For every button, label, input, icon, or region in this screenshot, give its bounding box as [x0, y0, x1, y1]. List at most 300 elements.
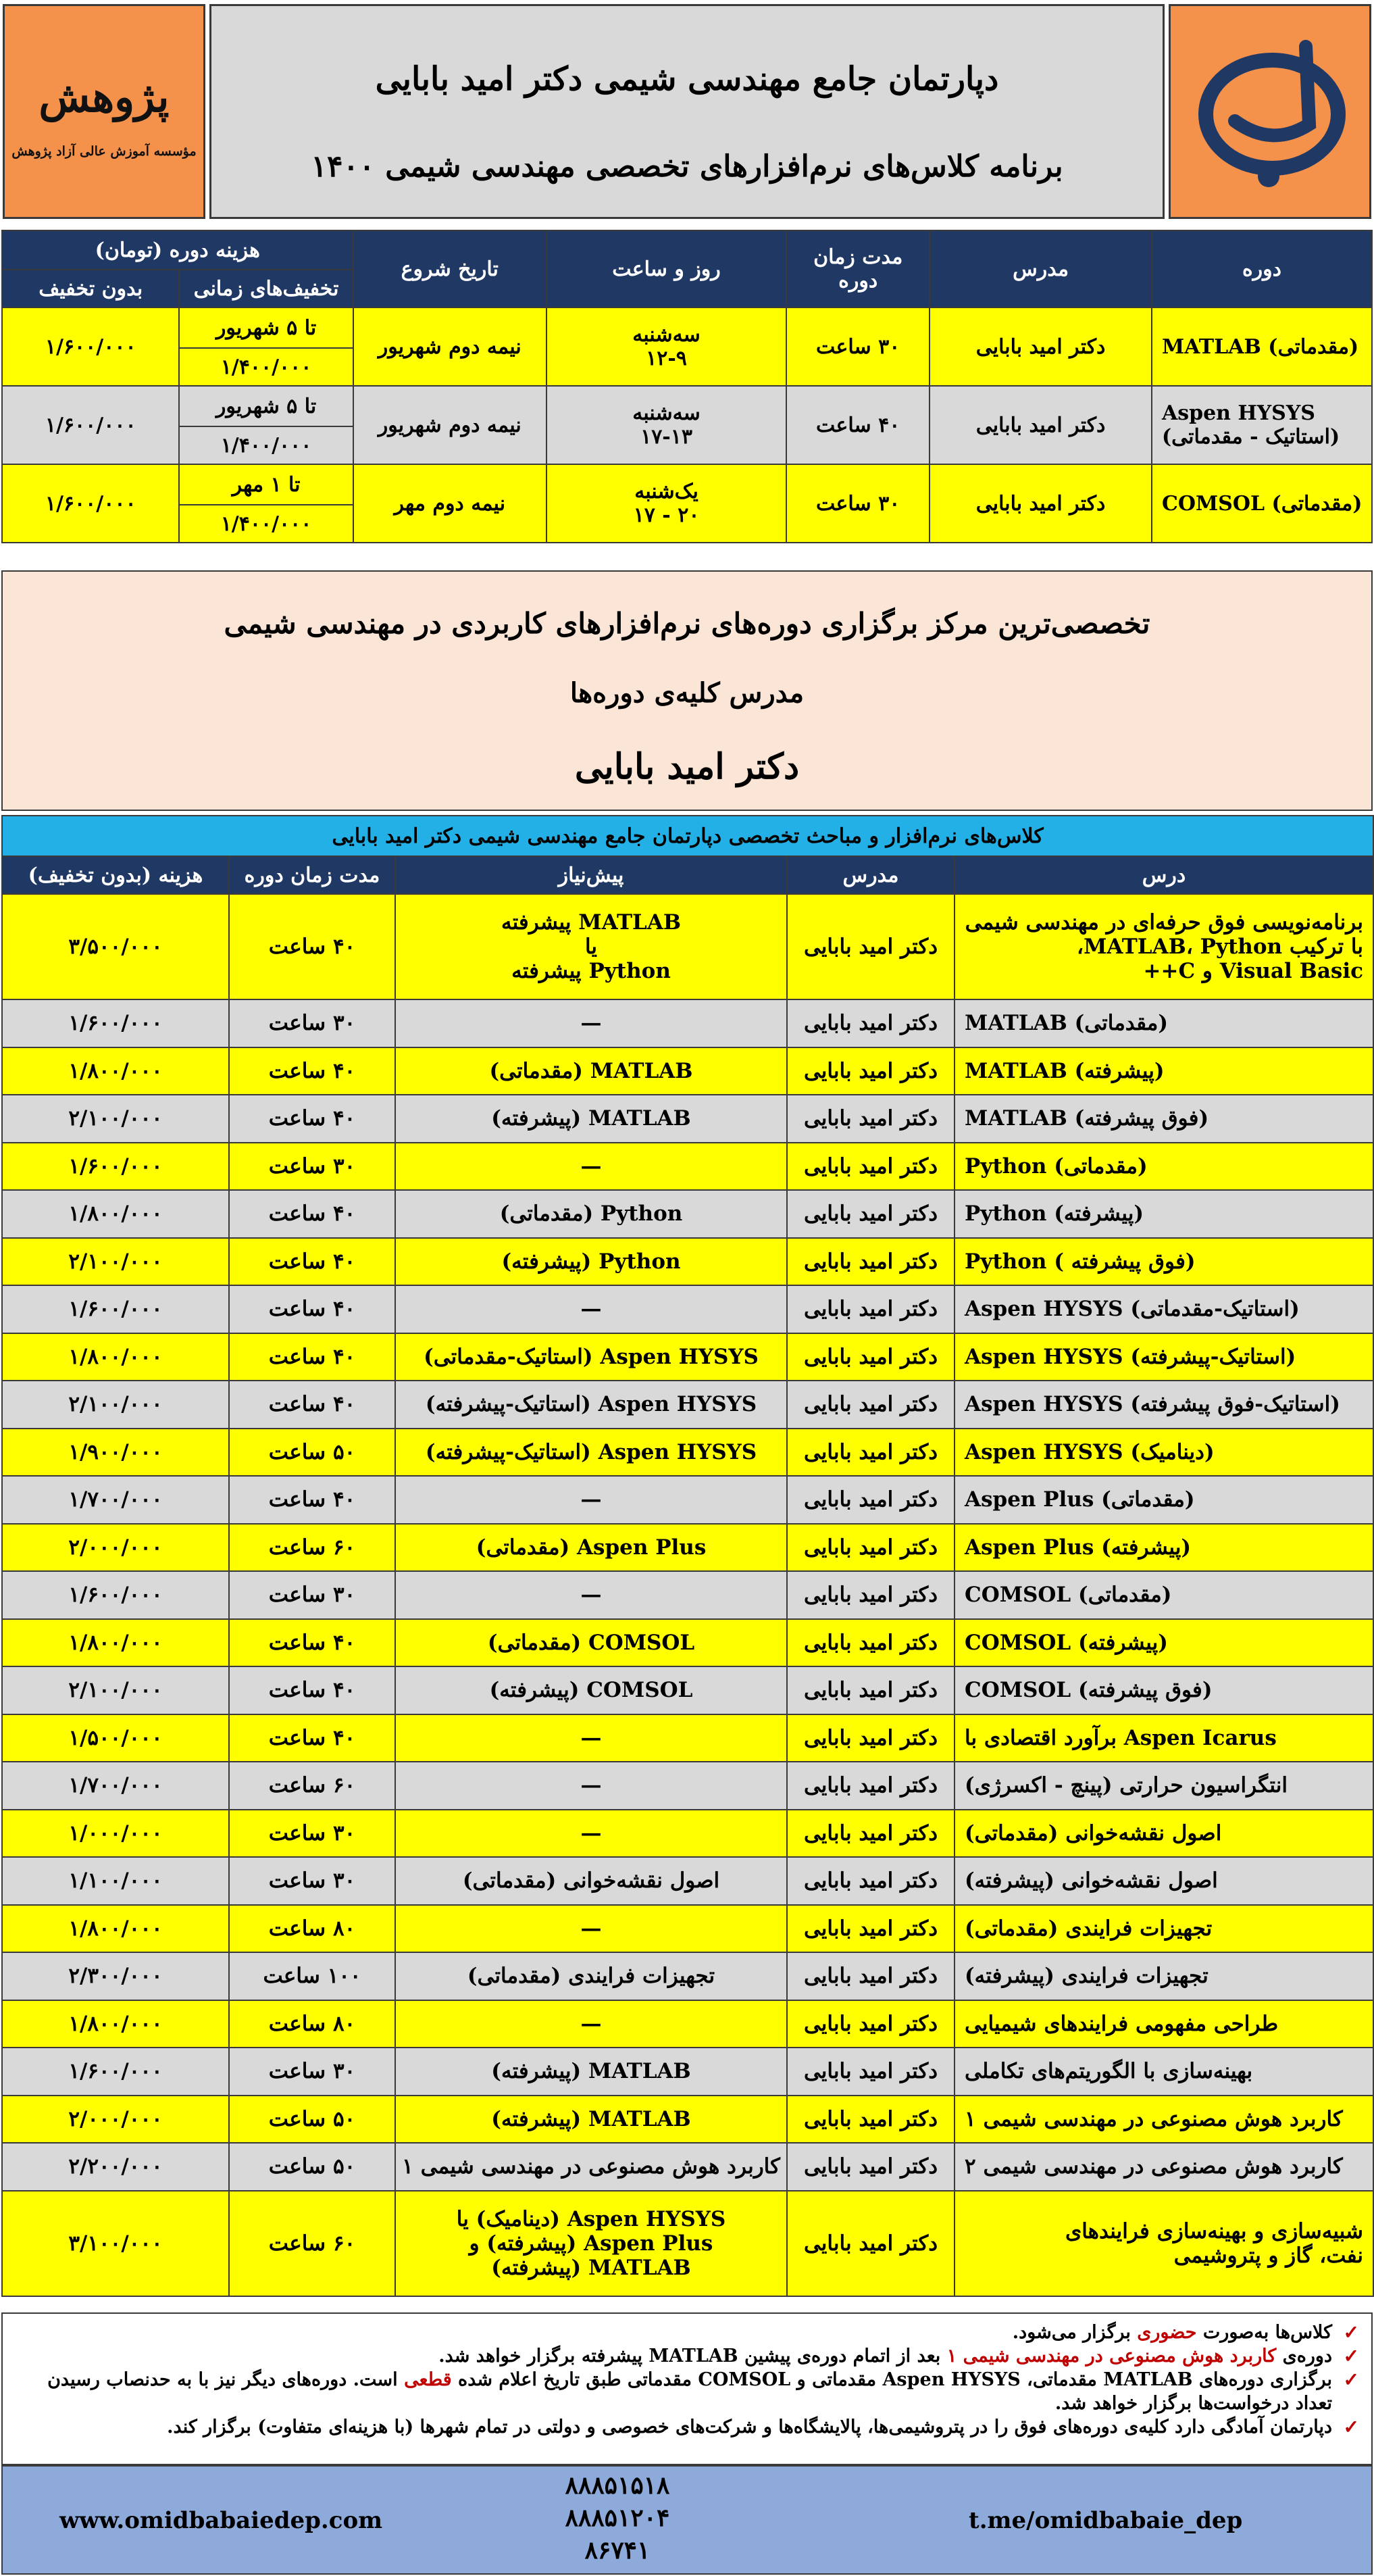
price: ۱/۰۰۰/۰۰۰: [2, 1810, 229, 1858]
table-row: [2, 1666, 1373, 1714]
course-duration: ۱۰۰ ساعت: [229, 1952, 395, 2000]
price: ۱/۶۰۰/۰۰۰: [2, 464, 179, 543]
col-header-start-date: تاریخ شروع: [353, 230, 546, 307]
course-duration: ۴۰ ساعت: [229, 1333, 395, 1381]
prerequisite-line: —: [580, 1916, 602, 1941]
course-name: [955, 1476, 1373, 1524]
prerequisite-line: —: [580, 1820, 602, 1846]
course-name-line: اصول نقشه‌خوانی (مقدماتی): [965, 1820, 1222, 1846]
prerequisite-line: MATLAB پیشرفته: [501, 910, 682, 935]
price: ۲/۰۰۰/۰۰۰: [2, 1524, 229, 1572]
prerequisite: [395, 1571, 787, 1619]
prerequisite-line: —: [580, 1487, 602, 1512]
prerequisite-line: COMSOL (مقدماتی): [487, 1630, 695, 1655]
prerequisite: [395, 1905, 787, 1953]
course-duration: ۶۰ ساعت: [229, 2191, 395, 2296]
course-name-line: اصول نقشه‌خوانی (پیشرفته): [965, 1868, 1218, 1893]
promo-instructor-label: مدرس کلیه‌ی دوره‌ها: [569, 677, 805, 709]
price: ۱/۶۰۰/۰۰۰: [2, 1143, 229, 1191]
course-name: [955, 1571, 1373, 1619]
phone-number[interactable]: ۸۸۸۵۱۵۱۸: [565, 2471, 670, 2500]
course-name-line: Aspen HYSYS (استاتیک-پیشرفته): [965, 1344, 1296, 1369]
time: ۱۷-۱۳: [640, 425, 692, 449]
note-highlight: کاربرد هوش مصنوعی در مهندسی شیمی ۱: [946, 2346, 1277, 2367]
table-row: [2, 1762, 1373, 1810]
col-header-no-discount: بدون تخفیف: [2, 270, 179, 307]
course-name: [955, 1143, 1373, 1191]
note-item: [15, 2415, 1359, 2439]
instructor-name: دکتر امید بابایی: [787, 1619, 955, 1667]
day-time: [546, 386, 786, 464]
course-name-line: Python (پیشرفته): [965, 1202, 1144, 1227]
instructor-name: دکتر امید بابایی: [787, 1714, 955, 1762]
price: ۲/۱۰۰/۰۰۰: [2, 1381, 229, 1429]
day-time: [546, 464, 786, 543]
table-row: [2, 2048, 1373, 2096]
col-header-time-discount: تخفیف‌های زمانی: [179, 270, 353, 307]
course-name: [955, 1524, 1373, 1572]
note-item: [15, 2368, 1359, 2415]
course-name: [955, 1762, 1373, 1810]
course-duration: ۶۰ ساعت: [229, 1524, 395, 1572]
note-item: [15, 2344, 1359, 2368]
course-duration: ۶۰ ساعت: [229, 1762, 395, 1810]
course-name-line: Aspen Plus (پیشرفته): [965, 1535, 1192, 1560]
prerequisite-line: Python (پیشرفته): [501, 1249, 681, 1274]
prerequisite: [395, 1810, 787, 1858]
promo-instructor-name: دکتر امید بابایی: [574, 746, 800, 787]
instructor-name: دکتر امید بابایی: [787, 2048, 955, 2096]
table-row: [2, 1285, 1373, 1333]
course-duration: ۸۰ ساعت: [229, 2000, 395, 2048]
instructor-name: دکتر امید بابایی: [787, 1476, 955, 1524]
institute-name: مؤسسه آموزش عالی آزاد پژوهش: [11, 144, 197, 159]
prerequisite-line: اصول نقشه‌خوانی (مقدماتی): [462, 1868, 720, 1893]
instructor-name: دکتر امید بابایی: [787, 1190, 955, 1238]
course-name: [955, 2143, 1373, 2191]
course-duration: ۳۰ ساعت: [229, 999, 395, 1047]
department-logo-icon: [1171, 6, 1369, 217]
course-duration: ۳۰ ساعت: [229, 1810, 395, 1858]
prerequisite: [395, 2143, 787, 2191]
note-text: است. دوره‌های دیگر نیز با به حدنصاب رسیدن تعداد درخواست‌ها برگزار خواهد شد.: [47, 2369, 1332, 2414]
col-header-course: دوره: [1152, 230, 1372, 307]
instructor-name: دکتر امید بابایی: [787, 1238, 955, 1286]
course-name-line: انتگراسیون حرارتی (پینچ - اکسرژی): [965, 1773, 1288, 1798]
instructor-name: دکتر امید بابایی: [787, 1095, 955, 1143]
institute-logo-word: پژوهش: [39, 72, 170, 122]
note-highlight: حضوری: [1137, 2322, 1197, 2343]
course-duration: ۳۰ ساعت: [786, 464, 930, 543]
table-row: [2, 1238, 1373, 1286]
course-name-line: Python (مقدماتی): [965, 1154, 1148, 1179]
instructor-name: دکتر امید بابایی: [787, 1381, 955, 1429]
price: ۱/۶۰۰/۰۰۰: [2, 1285, 229, 1333]
prerequisite: [395, 1238, 787, 1286]
price: ۳/۵۰۰/۰۰۰: [2, 894, 229, 999]
course-name-line: شبیه‌سازی و بهینه‌سازی فرایندهای: [1065, 2219, 1364, 2244]
table-row: [2, 2143, 1373, 2191]
course-name: COMSOL (مقدماتی): [1152, 464, 1372, 543]
col-header-course: درس: [955, 856, 1373, 894]
prerequisite: [395, 1476, 787, 1524]
discount-price: ۱/۴۰۰/۰۰۰: [179, 348, 353, 386]
instructor-name: دکتر امید بابایی: [787, 2191, 955, 2296]
table-row: [2, 1952, 1373, 2000]
course-duration: ۴۰ ساعت: [786, 386, 930, 464]
course-name-line: MATLAB (مقدماتی): [965, 1011, 1169, 1036]
instructor-name: دکتر امید بابایی: [787, 2143, 955, 2191]
table-row: [2, 1810, 1373, 1858]
prerequisite: [395, 1762, 787, 1810]
col-header-prereq: پیش‌نیاز: [395, 856, 787, 894]
telegram-link[interactable]: t.me/omidbabaie_dep: [969, 2507, 1243, 2534]
col-header-day-time: روز و ساعت: [546, 230, 786, 307]
phone-number[interactable]: ۸۸۸۵۱۲۰۴: [565, 2504, 670, 2532]
prerequisite-line: Python پیشرفته: [511, 959, 671, 983]
schedule-table: [1, 230, 1373, 543]
discount-deadline: تا ۱ مهر: [179, 464, 353, 505]
course-name: Aspen HYSYS (استاتیک - مقدماتی): [1152, 386, 1372, 464]
prerequisite: [395, 2191, 787, 2296]
schedule-row: [2, 464, 1372, 505]
col-header-duration: مدت زمان دوره: [229, 856, 395, 894]
prerequisite-line: کاربرد هوش مصنوعی در مهندسی شیمی ۱: [402, 2154, 780, 2179]
day: سه‌شنبه: [632, 401, 701, 425]
course-name: [955, 1381, 1373, 1429]
table-row: [2, 1190, 1373, 1238]
prerequisite-line: MATLAB (پیشرفته): [491, 1106, 691, 1131]
course-name: [955, 1714, 1373, 1762]
instructor-name: دکتر امید بابایی: [787, 1571, 955, 1619]
course-name: [955, 1238, 1373, 1286]
prerequisite-line: Python (مقدماتی): [499, 1202, 683, 1227]
price: ۱/۸۰۰/۰۰۰: [2, 1190, 229, 1238]
course-name-line: برآورد اقتصادی با Aspen Icarus: [965, 1725, 1277, 1750]
course-name: [955, 1952, 1373, 2000]
price: ۱/۶۰۰/۰۰۰: [2, 1571, 229, 1619]
course-name-line: بهینه‌سازی با الگوریتم‌های تکاملی: [965, 2059, 1253, 2084]
prerequisite: [395, 894, 787, 999]
course-duration: ۴۰ ساعت: [229, 1714, 395, 1762]
instructor-name: دکتر امید بابایی: [930, 464, 1152, 543]
course-name: [955, 1190, 1373, 1238]
course-name: [955, 1333, 1373, 1381]
instructor-name: دکتر امید بابایی: [787, 1333, 955, 1381]
price: ۱/۶۰۰/۰۰۰: [2, 2048, 229, 2096]
instructor-name: دکتر امید بابایی: [787, 1047, 955, 1095]
course-name: [955, 894, 1373, 999]
check-icon: ✓: [1343, 2369, 1359, 2391]
prerequisite-line: —: [580, 1583, 602, 1608]
course-duration: ۴۰ ساعت: [229, 894, 395, 999]
table-row: [2, 2191, 1373, 2296]
course-duration: ۴۰ ساعت: [229, 1381, 395, 1429]
discount-price: ۱/۴۰۰/۰۰۰: [179, 426, 353, 464]
course-name: [955, 2048, 1373, 2096]
instructor-name: دکتر امید بابایی: [787, 1857, 955, 1905]
instructor-name: دکتر امید بابایی: [787, 2096, 955, 2144]
check-icon: ✓: [1343, 2321, 1359, 2344]
website-link[interactable]: www.omidbabaiedep.com: [59, 2507, 383, 2534]
prerequisite: [395, 2048, 787, 2096]
table-row: [2, 2096, 1373, 2144]
prerequisite-line: MATLAB (پیشرفته): [491, 2106, 691, 2131]
notes-box: [1, 2312, 1373, 2465]
prerequisite: [395, 1285, 787, 1333]
promo-headline: تخصصی‌ترین مرکز برگزاری دوره‌های نرم‌افزارهای کاربردی در مهندسی شیمی: [224, 607, 1150, 640]
title-box: [209, 4, 1165, 219]
note-item: [15, 2321, 1359, 2344]
time: ۱۲-۹: [646, 347, 687, 370]
catalog-caption: کلاس‌های نرم‌افزار و مباحث تخصصی دپارتمان جامع مهندسی شیمی دکتر امید بابایی: [2, 816, 1373, 856]
course-name: [955, 1429, 1373, 1477]
course-duration: ۴۰ ساعت: [229, 1047, 395, 1095]
prerequisite: [395, 1429, 787, 1477]
instructor-name: دکتر امید بابایی: [787, 1810, 955, 1858]
course-name: [955, 1285, 1373, 1333]
price: ۱/۶۰۰/۰۰۰: [2, 386, 179, 464]
course-name-line: کاربرد هوش مصنوعی در مهندسی شیمی ۲: [965, 2154, 1343, 2179]
course-name-line: Python ( فوق پیشرفته): [965, 1249, 1196, 1274]
course-name: [955, 1810, 1373, 1858]
price: ۲/۱۰۰/۰۰۰: [2, 1666, 229, 1714]
instructor-name: دکتر امید بابایی: [787, 1666, 955, 1714]
prerequisite-line: Aspen HYSYS (دینامیک) یا: [456, 2206, 726, 2231]
table-row: [2, 1095, 1373, 1143]
institute-logo: [3, 4, 205, 219]
day: سه‌شنبه: [632, 323, 701, 347]
price: ۲/۱۰۰/۰۰۰: [2, 1238, 229, 1286]
instructor-name: دکتر امید بابایی: [787, 2000, 955, 2048]
prerequisite-line: Aspen HYSYS (استاتیک-پیشرفته): [425, 1392, 757, 1417]
page-title: دپارتمان جامع مهندسی شیمی دکتر امید بابایی: [375, 60, 999, 98]
course-name: [955, 1857, 1373, 1905]
course-name-line: تجهیزات فرایندی (مقدماتی): [965, 1916, 1213, 1941]
prerequisite: [395, 1190, 787, 1238]
course-name-line: COMSOL (پیشرفته): [965, 1630, 1168, 1655]
schedule-row: [2, 386, 1372, 426]
prerequisite: [395, 1524, 787, 1572]
course-name: [955, 2096, 1373, 2144]
course-duration: ۳۰ ساعت: [229, 1143, 395, 1191]
instructor-name: دکتر امید بابایی: [930, 386, 1152, 464]
prerequisite-line: —: [580, 1154, 602, 1179]
prerequisite-line: —: [580, 1773, 602, 1798]
instructor-name: دکتر امید بابایی: [787, 1524, 955, 1572]
prerequisite-line: تجهیزات فرایندی (مقدماتی): [467, 1964, 715, 1989]
course-name-line: MATLAB (پیشرفته): [965, 1058, 1165, 1083]
catalog-table: [1, 815, 1374, 2297]
course-name-line: COMSOL (مقدماتی): [965, 1583, 1172, 1608]
start-date: نیمه دوم شهریور: [353, 307, 546, 386]
prerequisite-line: —: [580, 1297, 602, 1322]
course-duration: ۳۰ ساعت: [229, 1857, 395, 1905]
course-name-line: طراحی مفهومی فرایندهای شیمیایی: [965, 2011, 1279, 2036]
prerequisite-line: MATLAB (پیشرفته): [491, 2255, 691, 2280]
price: ۱/۷۰۰/۰۰۰: [2, 1476, 229, 1524]
course-name-line: Aspen HYSYS (استاتیک-مقدماتی): [965, 1297, 1300, 1322]
price: ۱/۷۰۰/۰۰۰: [2, 1762, 229, 1810]
course-name-line: Visual Basic و C++: [1143, 959, 1364, 983]
promo-box: [1, 570, 1373, 811]
table-row: [2, 1714, 1373, 1762]
course-name: [955, 1047, 1373, 1095]
table-row: [2, 1857, 1373, 1905]
start-date: نیمه دوم شهریور: [353, 386, 546, 464]
prerequisite: [395, 1714, 787, 1762]
course-name-line: کاربرد هوش مصنوعی در مهندسی شیمی ۱: [965, 2106, 1343, 2131]
course-name: [955, 999, 1373, 1047]
prerequisite-line: Aspen Plus (مقدماتی): [476, 1535, 707, 1560]
check-icon: ✓: [1343, 2416, 1359, 2438]
note-text: بعد از اتمام دوره‌ی پیشین MATLAB پیشرفته برگزار خواهد شد.: [438, 2346, 947, 2367]
table-row: [2, 1143, 1373, 1191]
prerequisite: [395, 1333, 787, 1381]
price: ۲/۱۰۰/۰۰۰: [2, 1095, 229, 1143]
course-duration: ۳۰ ساعت: [786, 307, 930, 386]
course-name-line: MATLAB (فوق پیشرفته): [965, 1106, 1209, 1131]
department-logo: [1169, 4, 1371, 219]
course-name: MATLAB (مقدماتی): [1152, 307, 1372, 386]
price: ۱/۱۰۰/۰۰۰: [2, 1857, 229, 1905]
table-row: [2, 1047, 1373, 1095]
note-text: کلاس‌ها به‌صورت: [1196, 2322, 1332, 2343]
table-row: [2, 1333, 1373, 1381]
prerequisite: [395, 1666, 787, 1714]
price: ۳/۱۰۰/۰۰۰: [2, 2191, 229, 2296]
discount-price: ۱/۴۰۰/۰۰۰: [179, 505, 353, 543]
table-row: [2, 1476, 1373, 1524]
note-text: برگزار می‌شود.: [1012, 2322, 1138, 2343]
prerequisite-line: Aspen Plus (پیشرفته) و: [469, 2231, 713, 2256]
note-text: دوره‌ی: [1276, 2346, 1332, 2367]
phone-number[interactable]: ۸۶۷۴۱: [584, 2536, 651, 2565]
course-name-line: Aspen HYSYS (استاتیک-فوق پیشرفته): [965, 1392, 1340, 1417]
time: ۲۰ - ۱۷: [633, 503, 700, 527]
prerequisite: [395, 1857, 787, 1905]
note-text: دپارتمان آمادگی دارد کلیه‌ی دوره‌های فوق را در پتروشیمی‌ها، پالایشگاه‌ها و شرکت‌های خصوصی و دولتی در تمام شهرها (با هزینه‌ای متفاوت) برگزار کند.: [167, 2417, 1332, 2437]
table-row: [2, 894, 1373, 999]
prerequisite: [395, 999, 787, 1047]
instructor-name: دکتر امید بابایی: [787, 999, 955, 1047]
discount-deadline: تا ۵ شهریور: [179, 307, 353, 348]
instructor-name: دکتر امید بابایی: [787, 1429, 955, 1477]
discount-deadline: تا ۵ شهریور: [179, 386, 353, 426]
course-duration: ۸۰ ساعت: [229, 1905, 395, 1953]
table-row: [2, 999, 1373, 1047]
course-name-line: برنامه‌نویسی فوق حرفه‌ای در مهندسی شیمی: [965, 910, 1364, 935]
check-icon: ✓: [1343, 2345, 1359, 2367]
course-name-line: با ترکیب MATLAB، Python،: [1077, 935, 1364, 959]
price: ۱/۸۰۰/۰۰۰: [2, 1333, 229, 1381]
prerequisite-line: —: [580, 1725, 602, 1750]
note-highlight: قطعی: [404, 2369, 452, 2390]
price: ۲/۲۰۰/۰۰۰: [2, 2143, 229, 2191]
phone-numbers: [516, 2469, 719, 2567]
prerequisite-line: Aspen HYSYS (استاتیک-مقدماتی): [424, 1344, 759, 1369]
page-subtitle: برنامه کلاس‌های نرم‌افزارهای تخصصی مهندسی شیمی ۱۴۰۰: [311, 149, 1063, 184]
day-time: [546, 307, 786, 386]
page-footer: [1, 2465, 1373, 2575]
course-duration: ۴۰ ساعت: [229, 1666, 395, 1714]
prerequisite-line: یا: [584, 935, 598, 959]
course-name: [955, 1095, 1373, 1143]
course-name: [955, 1619, 1373, 1667]
course-duration: ۴۰ ساعت: [229, 1238, 395, 1286]
course-name-line: تجهیزات فرایندی (پیشرفته): [965, 1964, 1208, 1989]
table-row: [2, 2000, 1373, 2048]
course-duration: ۵۰ ساعت: [229, 2096, 395, 2144]
table-row: [2, 1619, 1373, 1667]
price: ۱/۵۰۰/۰۰۰: [2, 1714, 229, 1762]
prerequisite: [395, 1047, 787, 1095]
price: ۱/۸۰۰/۰۰۰: [2, 1047, 229, 1095]
price: ۲/۰۰۰/۰۰۰: [2, 2096, 229, 2144]
course-duration: ۴۰ ساعت: [229, 1190, 395, 1238]
prerequisite-line: MATLAB (مقدماتی): [489, 1058, 693, 1083]
course-duration: ۴۰ ساعت: [229, 1095, 395, 1143]
schedule-row: [2, 307, 1372, 348]
prerequisite-line: —: [580, 2011, 602, 2036]
prerequisite: [395, 2096, 787, 2144]
course-duration: ۳۰ ساعت: [229, 1571, 395, 1619]
prerequisite: [395, 1381, 787, 1429]
course-name-line: COMSOL (فوق پیشرفته): [965, 1678, 1213, 1703]
price: ۱/۸۰۰/۰۰۰: [2, 1905, 229, 1953]
price: ۱/۸۰۰/۰۰۰: [2, 1619, 229, 1667]
course-name-line: Aspen HYSYS (دینامیک): [965, 1439, 1215, 1464]
course-duration: ۳۰ ساعت: [229, 2048, 395, 2096]
prerequisite-line: —: [580, 1011, 602, 1036]
course-duration: ۴۰ ساعت: [229, 1285, 395, 1333]
col-header-price: هزینه (بدون تخفیف): [2, 856, 229, 894]
start-date: نیمه دوم مهر: [353, 464, 546, 543]
instructor-name: دکتر امید بابایی: [787, 1143, 955, 1191]
course-duration: ۵۰ ساعت: [229, 1429, 395, 1477]
course-name-line: نفت، گاز و پتروشیمی: [1173, 2243, 1364, 2268]
page-header: [0, 0, 1374, 224]
note-text: برگزاری دوره‌های MATLAB مقدماتی، Aspen HYSYS مقدماتی و COMSOL مقدماتی طبق تاریخ اعلام شده: [451, 2369, 1332, 2390]
table-row: [2, 1524, 1373, 1572]
course-duration: ۴۰ ساعت: [229, 1476, 395, 1524]
prerequisite-line: MATLAB (پیشرفته): [491, 2059, 691, 2084]
instructor-name: دکتر امید بابایی: [787, 1952, 955, 2000]
table-row: [2, 1571, 1373, 1619]
table-row: [2, 1429, 1373, 1477]
prerequisite: [395, 2000, 787, 2048]
col-header-instructor: مدرس: [930, 230, 1152, 307]
instructor-name: دکتر امید بابایی: [787, 1905, 955, 1953]
course-name-line: Aspen Plus (مقدماتی): [965, 1487, 1195, 1512]
instructor-name: دکتر امید بابایی: [787, 1285, 955, 1333]
col-header-duration: مدت زمان دوره: [786, 230, 930, 307]
course-name: [955, 1666, 1373, 1714]
prerequisite: [395, 1143, 787, 1191]
prerequisite: [395, 1619, 787, 1667]
price: ۱/۶۰۰/۰۰۰: [2, 999, 229, 1047]
instructor-name: دکتر امید بابایی: [787, 894, 955, 999]
table-row: [2, 1381, 1373, 1429]
course-name: [955, 2191, 1373, 2296]
price: ۱/۸۰۰/۰۰۰: [2, 2000, 229, 2048]
prerequisite-line: COMSOL (پیشرفته): [489, 1678, 693, 1703]
course-name: [955, 2000, 1373, 2048]
price: ۱/۶۰۰/۰۰۰: [2, 307, 179, 386]
price: ۱/۹۰۰/۰۰۰: [2, 1429, 229, 1477]
prerequisite: [395, 1952, 787, 2000]
table-row: [2, 1905, 1373, 1953]
